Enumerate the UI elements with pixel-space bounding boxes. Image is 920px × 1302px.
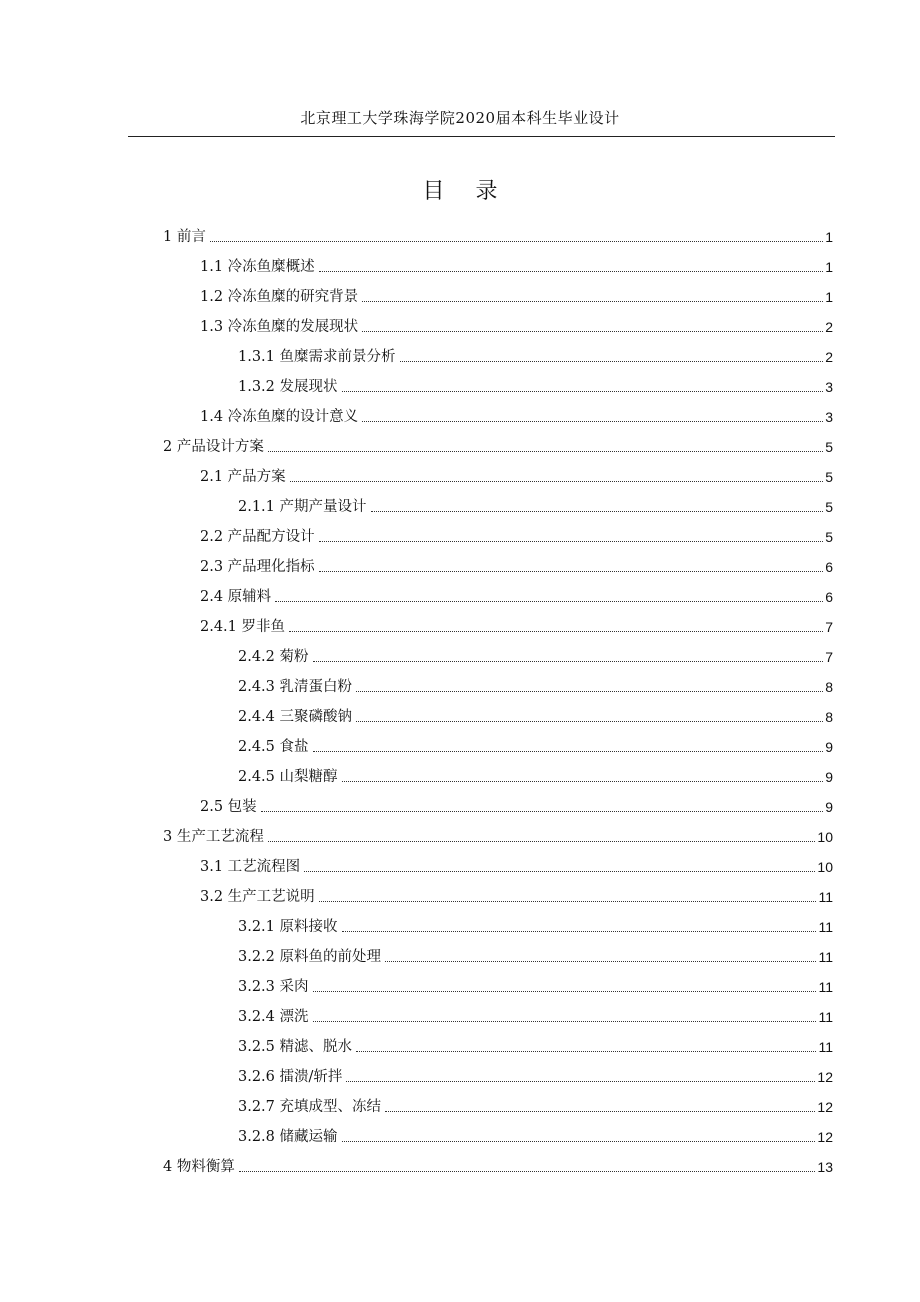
toc-dot-leader xyxy=(304,871,815,872)
toc-entry-page-number: 3 xyxy=(825,379,833,395)
toc-entry[interactable] xyxy=(163,1148,833,1178)
toc-entry-page-number: 10 xyxy=(817,829,833,845)
toc-entry[interactable] xyxy=(163,218,833,248)
toc-dot-leader xyxy=(313,1021,817,1022)
toc-entry[interactable] xyxy=(200,878,833,908)
toc-entry-label: 2.5 包装 xyxy=(200,799,257,815)
toc-entry-page-number: 7 xyxy=(825,619,833,635)
toc-dot-leader xyxy=(362,421,823,422)
toc-dot-leader xyxy=(275,601,823,602)
toc-entry-page-number: 10 xyxy=(817,859,833,875)
toc-entry[interactable] xyxy=(238,938,833,968)
toc-entry-label: 1.4 冷冻鱼糜的设计意义 xyxy=(200,409,359,425)
toc-entry-label: 1.3.2 发展现状 xyxy=(238,379,338,395)
toc-title: 目 录 xyxy=(422,179,510,204)
toc-entry-page-number: 11 xyxy=(818,889,833,905)
toc-entry-label: 1 前言 xyxy=(163,229,206,245)
toc-entry[interactable] xyxy=(238,758,833,788)
toc-entry[interactable] xyxy=(200,398,833,428)
toc-entry[interactable] xyxy=(238,488,833,518)
toc-dot-leader xyxy=(268,451,823,452)
toc-dot-leader xyxy=(319,541,824,542)
toc-entry-page-number: 11 xyxy=(818,1009,833,1025)
toc-entry-page-number: 5 xyxy=(825,469,833,485)
toc-dot-leader xyxy=(385,961,816,962)
header-divider xyxy=(128,136,835,137)
toc-entry-label: 3.2.7 充填成型、冻结 xyxy=(238,1099,382,1115)
toc-entry-label: 3 生产工艺流程 xyxy=(163,829,264,845)
toc-dot-leader xyxy=(313,991,817,992)
toc-entry-page-number: 2 xyxy=(825,349,833,365)
toc-entry-page-number: 2 xyxy=(825,319,833,335)
toc-entry-label: 3.2 生产工艺说明 xyxy=(200,889,315,905)
toc-entry-label: 2.4.1 罗非鱼 xyxy=(200,619,286,635)
toc-entry-page-number: 3 xyxy=(825,409,833,425)
toc-entry[interactable] xyxy=(238,338,833,368)
toc-dot-leader xyxy=(356,691,823,692)
toc-entry[interactable] xyxy=(200,308,833,338)
toc-entry-page-number: 9 xyxy=(825,739,833,755)
toc-entry[interactable] xyxy=(200,458,833,488)
toc-dot-leader xyxy=(342,931,817,932)
toc-entry[interactable] xyxy=(200,788,833,818)
toc-entry-page-number: 6 xyxy=(825,589,833,605)
toc-entry[interactable] xyxy=(238,668,833,698)
toc-entry[interactable] xyxy=(200,578,833,608)
toc-entry-label: 3.2.4 漂洗 xyxy=(238,1009,309,1025)
toc-entry[interactable] xyxy=(238,908,833,938)
toc-dot-leader xyxy=(319,271,824,272)
toc-entry-label: 3.2.3 采肉 xyxy=(238,979,309,995)
toc-entry-page-number: 9 xyxy=(825,769,833,785)
toc-entry[interactable] xyxy=(238,728,833,758)
toc-entry[interactable] xyxy=(200,848,833,878)
toc-entry-page-number: 6 xyxy=(825,559,833,575)
toc-entry[interactable] xyxy=(238,1058,833,1088)
toc-entry-page-number: 1 xyxy=(825,289,833,305)
toc-entry-label: 3.2.2 原料鱼的前处理 xyxy=(238,949,382,965)
toc-dot-leader xyxy=(362,331,823,332)
toc-entry-label: 3.1 工艺流程图 xyxy=(200,859,301,875)
toc-entry-label: 3.2.5 精滤、脱水 xyxy=(238,1039,353,1055)
toc-entry[interactable] xyxy=(238,638,833,668)
toc-dot-leader xyxy=(290,481,824,482)
toc-entry-page-number: 5 xyxy=(825,439,833,455)
toc-entry[interactable] xyxy=(238,1028,833,1058)
toc-entry-page-number: 13 xyxy=(817,1159,833,1175)
toc-entry[interactable] xyxy=(238,368,833,398)
toc-entry[interactable] xyxy=(238,1088,833,1118)
toc-entry-page-number: 1 xyxy=(825,259,833,275)
toc-entry-label: 2.3 产品理化指标 xyxy=(200,559,315,575)
toc-dot-leader xyxy=(400,361,824,362)
toc-dot-leader xyxy=(313,751,824,752)
toc-entry-page-number: 11 xyxy=(818,949,833,965)
toc-entry[interactable] xyxy=(200,278,833,308)
toc-entry-label: 2.4.3 乳清蛋白粉 xyxy=(238,679,353,695)
toc-entry-page-number: 11 xyxy=(818,919,833,935)
toc-entry-label: 1.2 冷冻鱼糜的研究背景 xyxy=(200,289,359,305)
toc-entry-page-number: 12 xyxy=(817,1099,833,1115)
toc-entry-label: 1.3 冷冻鱼糜的发展现状 xyxy=(200,319,359,335)
toc-entry-label: 2.4.5 食盐 xyxy=(238,739,309,755)
toc-dot-leader xyxy=(346,1081,815,1082)
toc-entry-page-number: 8 xyxy=(825,709,833,725)
toc-entry-label: 2.1.1 产期产量设计 xyxy=(238,499,367,515)
toc-entry-label: 3.2.1 原料接收 xyxy=(238,919,338,935)
toc-entry-page-number: 1 xyxy=(825,229,833,245)
toc-entry-page-number: 5 xyxy=(825,529,833,545)
toc-dot-leader xyxy=(342,391,824,392)
toc-entry-page-number: 7 xyxy=(825,649,833,665)
toc-dot-leader xyxy=(319,901,817,902)
toc-dot-leader xyxy=(371,511,824,512)
toc-entry-label: 4 物料衡算 xyxy=(163,1159,235,1175)
toc-dot-leader xyxy=(356,1051,816,1052)
toc-dot-leader xyxy=(342,1141,816,1142)
toc-entry-page-number: 9 xyxy=(825,799,833,815)
toc-entry-label: 2.1 产品方案 xyxy=(200,469,286,485)
toc-entry-label: 3.2.6 擂溃/斩拌 xyxy=(238,1069,343,1085)
toc-entry[interactable] xyxy=(200,518,833,548)
toc-entry-label: 2.4.5 山梨糖醇 xyxy=(238,769,338,785)
toc-entry-page-number: 12 xyxy=(817,1069,833,1085)
toc-entry[interactable] xyxy=(163,428,833,458)
toc-dot-leader xyxy=(268,841,816,842)
toc-entry[interactable] xyxy=(238,968,833,998)
toc-entry[interactable] xyxy=(200,608,833,638)
toc-entry[interactable] xyxy=(238,998,833,1028)
toc-entry-label: 2.4.4 三聚磷酸钠 xyxy=(238,709,353,725)
toc-entry-label: 2.4 原辅料 xyxy=(200,589,272,605)
toc-dot-leader xyxy=(210,241,823,242)
toc-dot-leader xyxy=(313,661,824,662)
toc-entry-page-number: 11 xyxy=(818,1039,833,1055)
toc-entry-label: 3.2.8 储藏运输 xyxy=(238,1129,338,1145)
page-header: 北京理工大学珠海学院2020届本科生毕业设计 xyxy=(300,109,620,127)
toc-dot-leader xyxy=(385,1111,815,1112)
toc-dot-leader xyxy=(319,571,824,572)
toc-dot-leader xyxy=(342,781,824,782)
toc-entry-page-number: 5 xyxy=(825,499,833,515)
toc-entry[interactable] xyxy=(200,248,833,278)
toc-entry[interactable] xyxy=(163,818,833,848)
toc-entry[interactable] xyxy=(238,698,833,728)
toc-entry-label: 2.2 产品配方设计 xyxy=(200,529,315,545)
toc-dot-leader xyxy=(289,631,823,632)
toc-dot-leader xyxy=(239,1171,816,1172)
toc-entry-label: 1.3.1 鱼糜需求前景分析 xyxy=(238,349,396,365)
toc-dot-leader xyxy=(356,721,823,722)
toc-dot-leader xyxy=(362,301,823,302)
toc-entry-label: 1.1 冷冻鱼糜概述 xyxy=(200,259,315,275)
toc-dot-leader xyxy=(261,811,824,812)
toc-entry-label: 2 产品设计方案 xyxy=(163,439,264,455)
toc-entry-page-number: 12 xyxy=(817,1129,833,1145)
toc-entry[interactable] xyxy=(238,1118,833,1148)
toc-entry-page-number: 11 xyxy=(818,979,833,995)
toc-entry-label: 2.4.2 菊粉 xyxy=(238,649,309,665)
toc-entry[interactable] xyxy=(200,548,833,578)
toc-entry-page-number: 8 xyxy=(825,679,833,695)
